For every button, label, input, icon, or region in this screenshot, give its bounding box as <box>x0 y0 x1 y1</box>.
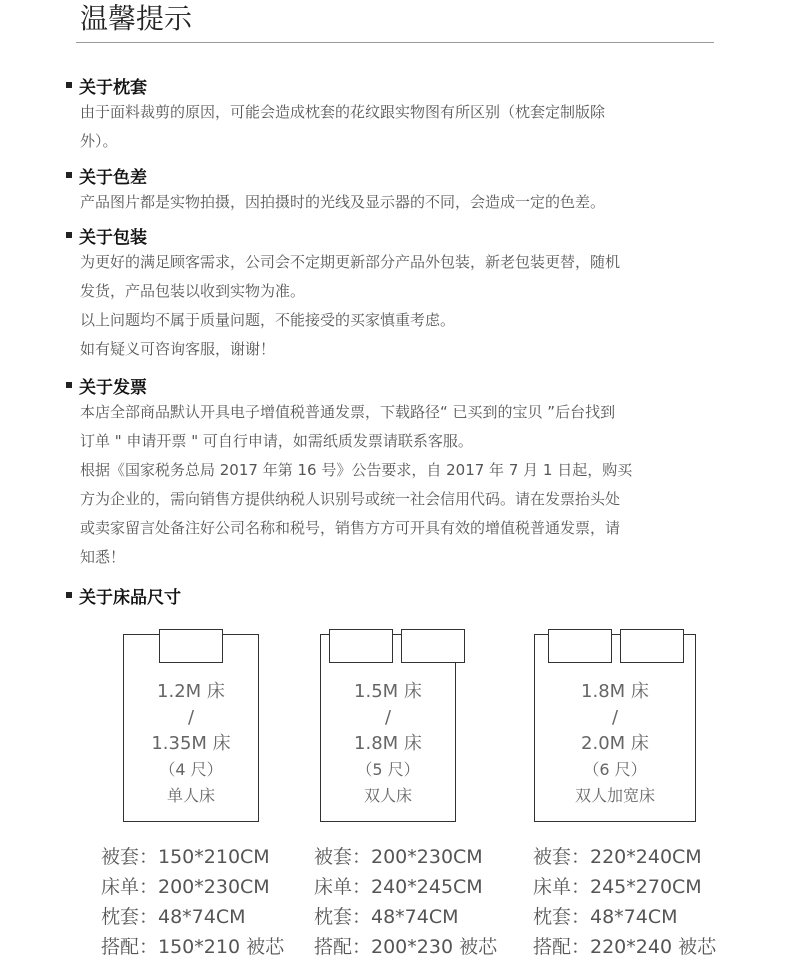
spec-line: 搭配：200*230 被芯 <box>314 936 498 958</box>
bed-type-label: 单人床 <box>166 786 215 805</box>
paragraph: 如有疑义可咨询客服，谢谢！ <box>80 340 276 358</box>
title-divider <box>76 42 714 43</box>
bullet-icon <box>66 232 72 238</box>
bed-diagram-double-wide <box>534 634 696 822</box>
bed-feet-label: （6 尺） <box>583 760 647 779</box>
bed-type-label: 双人床 <box>363 786 412 805</box>
spec-line: 床单：240*245CM <box>314 876 483 898</box>
bed-size-label: 2.0M 床 <box>581 733 649 754</box>
spec-line: 被套：220*240CM <box>533 846 702 868</box>
paragraph: 知悉！ <box>80 548 126 566</box>
spec-line: 枕套：48*74CM <box>533 906 678 928</box>
section-invoice <box>66 372 726 572</box>
bed-size-label: 1.8M 床 <box>581 681 649 702</box>
pillow-icon <box>329 629 393 663</box>
bed-spec-list <box>314 842 497 960</box>
section-bed-size <box>66 582 726 608</box>
bed-size-label: 1.8M 床 <box>354 733 422 754</box>
spec-line: 床单：245*270CM <box>533 876 702 898</box>
paragraph: 以上问题均不属于质量问题，不能接受的买家慎重考虑。 <box>80 311 456 329</box>
spec-line: 枕套：48*74CM <box>101 906 246 928</box>
paragraph: 方为企业的，需向销售方提供纳税人识别号或统一社会信用代码。请在发票抬头处 <box>80 490 621 508</box>
section-heading: 关于发票 <box>79 377 147 398</box>
pillow-icon <box>548 629 612 663</box>
paragraph: 为更好的满足顾客需求，公司会不定期更新部分产品外包装，新老包装更替，随机 <box>80 253 621 271</box>
section-packaging <box>66 222 726 364</box>
bullet-icon <box>66 592 72 598</box>
bed-feet-label: （5 尺） <box>356 760 420 779</box>
pillow-icon <box>401 629 465 663</box>
bullet-icon <box>66 172 72 178</box>
paragraph: 根据《国家税务总局 2017 年第 16 号》公告要求，自 2017 年 7 月 1 日起，购买 <box>80 461 633 479</box>
section-heading: 关于枕套 <box>79 77 147 98</box>
section-heading: 关于色差 <box>79 167 147 188</box>
section-color-difference <box>66 162 726 217</box>
spec-line: 被套：150*210CM <box>101 846 270 868</box>
pillow-icon <box>620 629 684 663</box>
paragraph: 外）。 <box>80 132 118 150</box>
bed-size-label: 1.2M 床 <box>157 681 225 702</box>
section-heading: 关于包装 <box>79 227 147 248</box>
bed-size-separator: / <box>611 707 619 728</box>
spec-line: 搭配：220*240 被芯 <box>533 936 717 958</box>
bed-size-separator: / <box>384 707 392 728</box>
pillow-icon <box>159 629 223 663</box>
paragraph: 由于面料裁剪的原因，可能会造成枕套的花纹跟实物图有所区别（枕套定制版除 <box>80 103 606 121</box>
spec-line: 被套：200*230CM <box>314 846 483 868</box>
bed-size-label: 1.35M 床 <box>151 733 231 754</box>
bed-diagram-single <box>123 634 259 822</box>
paragraph: 或卖家留言处备注好公司名称和税号，销售方方可开具有效的增值税普通发票，请 <box>80 519 621 537</box>
bed-spec-list <box>101 842 284 960</box>
spec-line: 枕套：48*74CM <box>314 906 459 928</box>
bed-feet-label: （4 尺） <box>159 760 223 779</box>
spec-line: 搭配：150*210 被芯 <box>101 936 285 958</box>
bullet-icon <box>66 382 72 388</box>
bullet-icon <box>66 82 72 88</box>
bed-type-label: 双人加宽床 <box>574 786 655 805</box>
paragraph: 发货，产品包装以收到实物为准。 <box>80 282 306 300</box>
page-title: 温馨提示 <box>80 2 193 35</box>
spec-line: 床单：200*230CM <box>101 876 270 898</box>
paragraph: 本店全部商品默认开具电子增值税普通发票，下载路径“ 已买到的宝贝 ”后台找到 <box>80 403 616 421</box>
section-pillowcase <box>66 72 726 156</box>
section-heading: 关于床品尺寸 <box>79 587 181 608</box>
bed-size-separator: / <box>187 707 195 728</box>
paragraph: 产品图片都是实物拍摄，因拍摄时的光线及显示器的不同，会造成一定的色差。 <box>80 193 606 211</box>
bed-spec-list <box>533 842 716 960</box>
bed-diagram-double <box>320 634 456 822</box>
paragraph: 订单 " 申请开票 " 可自行申请，如需纸质发票请联系客服。 <box>80 432 473 450</box>
bed-size-label: 1.5M 床 <box>354 681 422 702</box>
